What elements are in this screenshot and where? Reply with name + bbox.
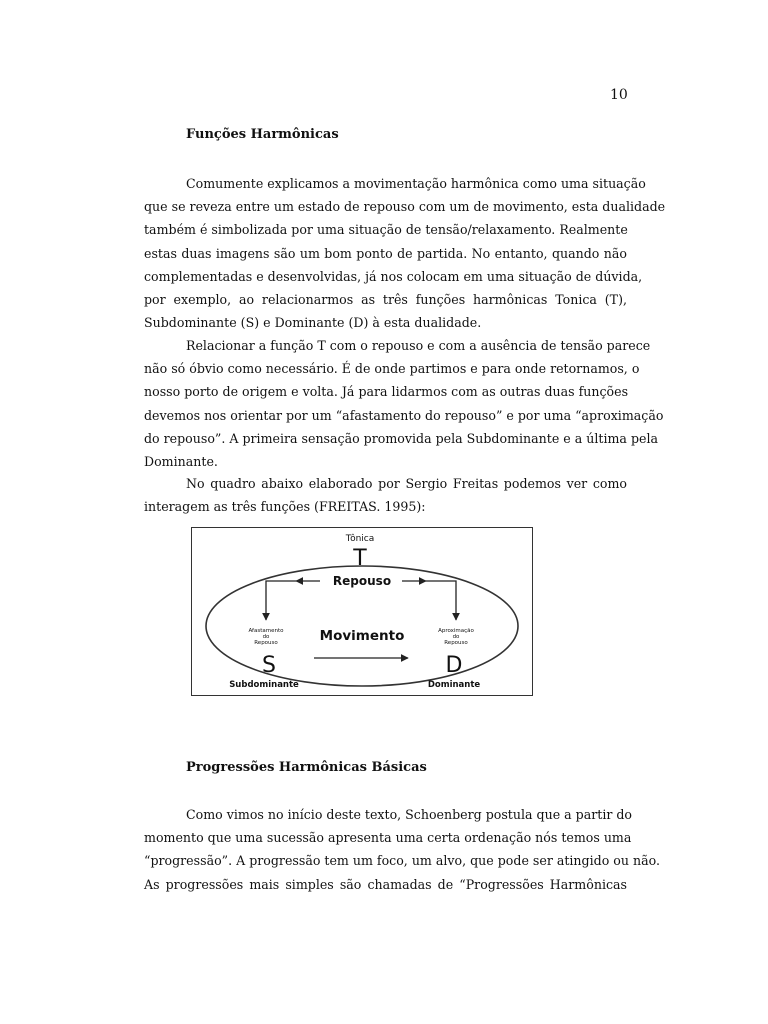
paragraph-2 <box>144 334 664 473</box>
paragraph-line: estas duas imagens são um bom ponto de partida. No entanto, quando não <box>144 245 627 261</box>
paragraph-line: nosso porto de origem e volta. Já para lidarmos com as outras duas funções <box>144 384 629 400</box>
afastamento-arrow <box>266 581 296 620</box>
paragraph-4 <box>144 803 660 896</box>
paragraph-line: do repouso”. A primeira sensação promovida pela Subdominante e a última pela <box>144 430 658 446</box>
aproximacao-label-2: do <box>452 634 460 640</box>
tonica-caption: Tônica <box>345 534 375 544</box>
paragraph-line: não só óbvio como necessário. É de onde partimos e para onde retornamos, o <box>144 361 640 377</box>
subdominante-letter: S <box>262 653 276 678</box>
aproximacao-label-1: Aproximação <box>438 628 474 634</box>
afastamento-label-1: Afastamento <box>248 628 284 634</box>
aproximacao-arrow <box>426 581 456 620</box>
subdominante-caption: Subdominante <box>229 680 299 690</box>
paragraph-line: devemos nos orientar por um “afastamento do repouso” e por uma “aproximação <box>144 407 664 423</box>
paragraph-line: No quadro abaixo elaborado por Sergio Freitas podemos ver como <box>186 476 627 491</box>
paragraph-line: que se reveza entre um estado de repouso com um de movimento, esta dualidade <box>144 199 666 215</box>
tonica-letter: T <box>353 546 367 571</box>
paragraph-1 <box>144 172 666 334</box>
repouso-label: Repouso <box>332 574 392 588</box>
paragraph-line: por exemplo, ao relacionarmos as três funções harmônicas Tonica (T), <box>144 292 627 308</box>
movimento-label: Movimento <box>319 628 405 644</box>
paragraph-line: Subdominante (S) e Dominante (D) à esta dualidade. <box>144 315 482 331</box>
aproximacao-label-3: Repouso <box>444 640 468 646</box>
dominante-letter: D <box>445 653 463 678</box>
harmonic-functions-diagram <box>191 527 533 696</box>
paragraph-line: Relacionar a função T com o repouso e com a ausência de tensão parece <box>186 338 651 353</box>
dominante-caption: Dominante <box>427 680 481 690</box>
page-number: 10 <box>610 87 628 103</box>
paragraph-line: interagem as três funções (FREITAS. 1995): <box>144 499 426 515</box>
paragraph-line: Dominante. <box>144 454 218 470</box>
section-heading-progressoes: Progressões Harmônicas Básicas <box>186 760 427 775</box>
paragraph-line: Como vimos no início deste texto, Schoenberg postula que a partir do <box>186 807 633 822</box>
paragraph-3 <box>144 472 627 518</box>
paragraph-line: momento que uma sucessão apresenta uma certa ordenação nós temos uma <box>144 830 632 846</box>
paragraph-line: complementadas e desenvolvidas, já nos colocam em uma situação de dúvida, <box>144 268 643 284</box>
paragraph-line: também é simbolizada por uma situação de tensão/relaxamento. Realmente <box>144 222 628 238</box>
afastamento-label-2: do <box>262 634 270 640</box>
paragraph-line: “progressão”. A progressão tem um foco, um alvo, que pode ser atingido ou não. <box>144 853 660 869</box>
paragraph-line: Comumente explicamos a movimentação harmônica como uma situação <box>186 176 646 191</box>
section-heading-funcoes: Funções Harmônicas <box>186 127 339 142</box>
afastamento-label-3: Repouso <box>254 640 278 646</box>
paragraph-line: As progressões mais simples são chamadas de “Progressões Harmônicas <box>144 876 627 892</box>
